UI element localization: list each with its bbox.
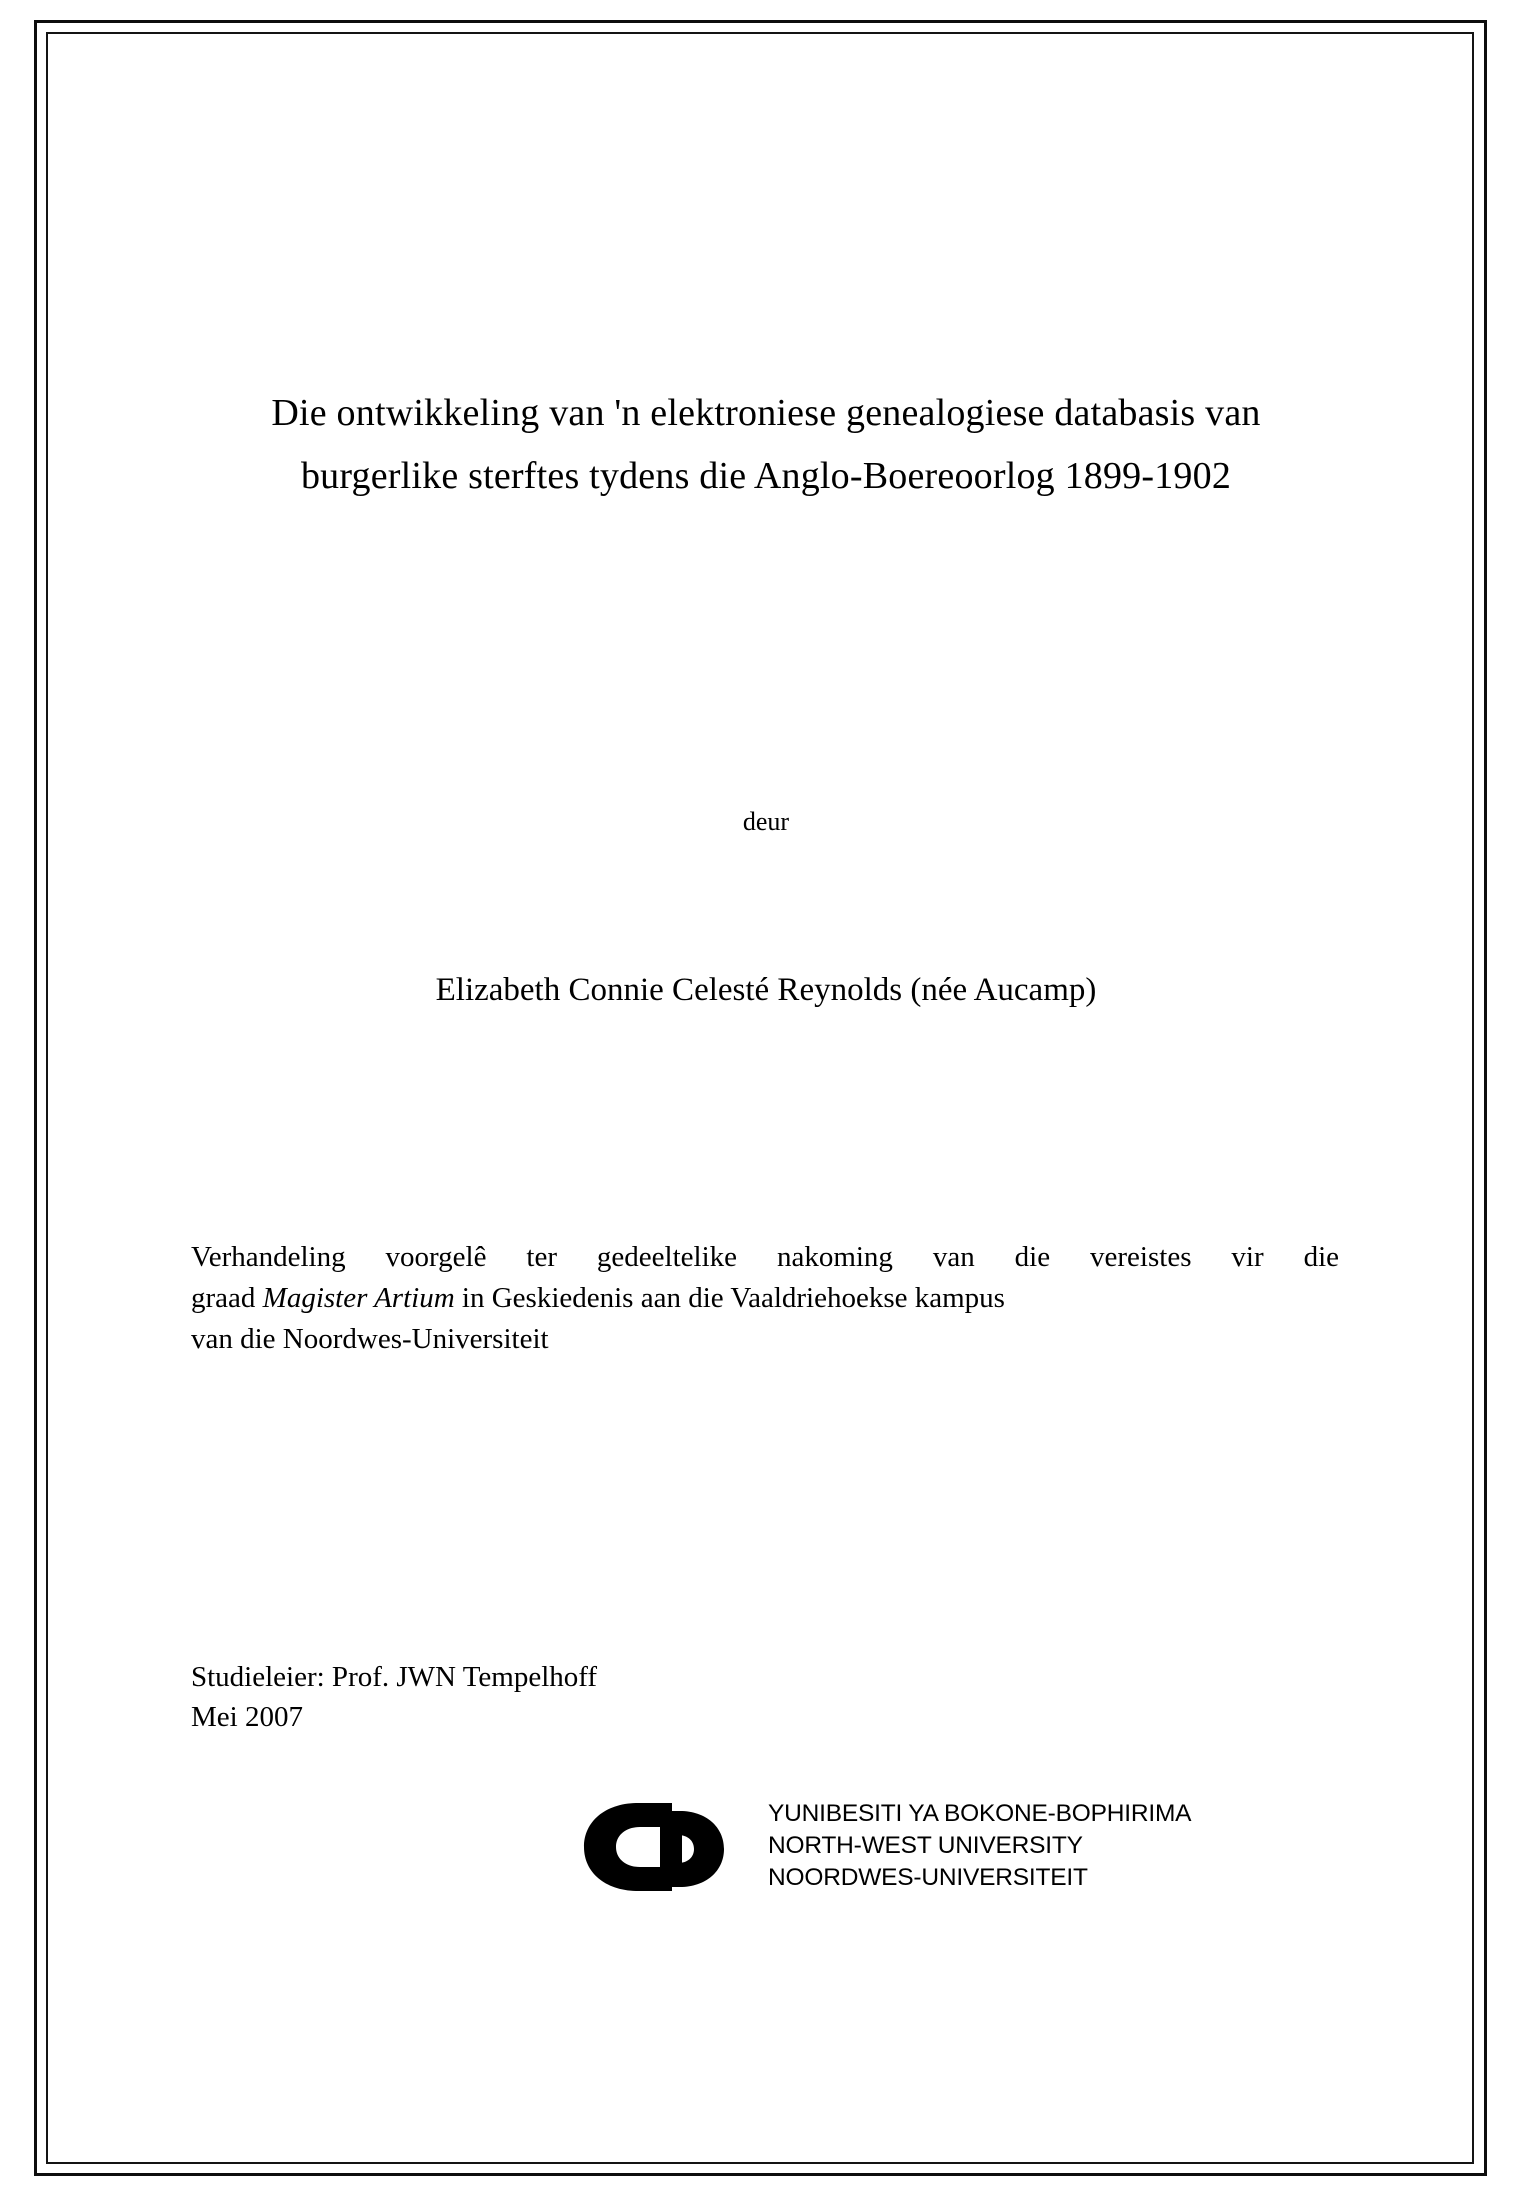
degree-statement-line-3: van die Noordwes-Universiteit <box>191 1323 549 1356</box>
title-page-content <box>186 32 1346 2132</box>
degree-statement <box>191 1237 1339 1361</box>
logo-line-english: NORTH-WEST UNIVERSITY <box>768 1831 1083 1859</box>
degree-statement-line-2-suffix: in Geskiedenis aan die Vaaldriehoekse kampus <box>454 1282 1005 1315</box>
degree-statement-line-2 <box>191 1278 1339 1319</box>
title-line-1: Die ontwikkeling van 'n elektroniese genealogiese databasis van <box>271 392 1261 434</box>
supervisor-line: Studieleier: Prof. JWN Tempelhoff <box>191 1661 598 1693</box>
logo-line-setswana: YUNIBESITI YA BOKONE-BOPHIRIMA <box>768 1800 1192 1827</box>
title-line-2: burgerlike sterftes tydens die Anglo-Boereoorlog 1899-1902 <box>300 454 1232 497</box>
degree-statement-line-2-prefix: graad <box>191 1282 263 1315</box>
degree-name-italic: Magister Artium <box>262 1282 455 1315</box>
university-logo-text <box>768 1798 1208 1894</box>
by-label: deur <box>742 807 790 836</box>
author-name: Elizabeth Connie Celesté Reynolds (née Aucamp) <box>435 972 1097 1008</box>
logo-line-afrikaans: NOORDWES-UNIVERSITEIT <box>768 1863 1088 1891</box>
date-line: Mei 2007 <box>191 1701 303 1734</box>
nwu-logo-icon <box>576 1797 761 1897</box>
university-logo <box>576 1792 1216 1902</box>
degree-statement-line-1: Verhandeling voorgelê ter gedeeltelike nakoming van die vereistes vir die <box>191 1241 1339 1273</box>
page-title <box>186 382 1346 507</box>
supervisor-and-date <box>191 1657 1091 1737</box>
